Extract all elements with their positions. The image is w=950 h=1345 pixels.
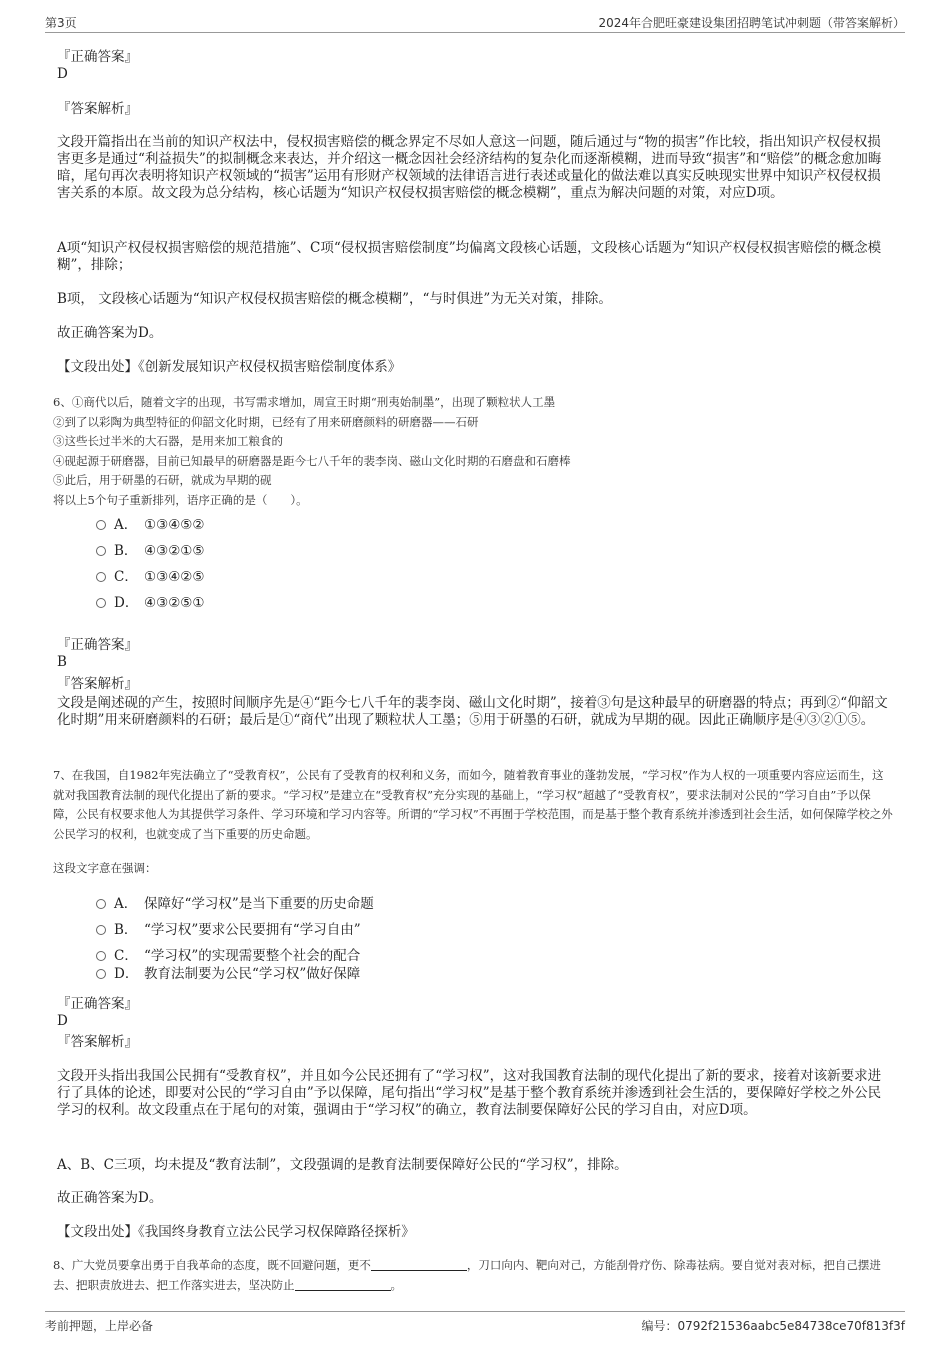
radio-icon[interactable] — [96, 969, 106, 979]
fill-blank-1[interactable] — [371, 1258, 467, 1271]
page-footer — [45, 1311, 905, 1334]
q5-analysis-label: 『答案解析』 — [57, 101, 138, 117]
q6-option-b[interactable]: B． ④③②①⑤ — [96, 543, 205, 560]
q5-source: 【文段出处】《创新发展知识产权侵权损害赔偿制度体系》 — [57, 359, 402, 375]
document-title: 2024年合肥旺豪建设集团招聘笔试冲刺题（带答案解析） — [598, 16, 905, 30]
q7-option-c[interactable]: C． “学习权”的实现需要整个社会的配合 — [96, 948, 360, 965]
q6-option-d[interactable]: D． ④③②⑤① — [96, 595, 205, 612]
radio-icon[interactable] — [96, 572, 106, 582]
radio-icon[interactable] — [96, 899, 106, 909]
footer-slogan: 考前押题，上岸必备 — [45, 1319, 154, 1333]
q7-stem: 7、在我国，自1982年宪法确立了“受教育权”，公民有了受教育的权利和义务，而如今，随着教育事业的蓬勃发展，“学习权”作为人权的一项重要内容应运而生，这就对我国教育法制的现代化提出了新的要求。“学习权”是建立在“受教育权”充分实现的基础上，“学习权”超越了“受教育权”，要求法制对公民的“学习自由”予以保障，公民有权要求他人为其提供学习条件、学习环境和学习内容等。所谓的“学习权”不再囿于学校范围，而是基于整个教育系统并渗透到社会生活，如何保障学校之外公民学习的权利，也就变成了当下重要的历史命题。 — [53, 768, 893, 841]
q6-option-a[interactable]: A． ①③④⑤② — [96, 517, 205, 534]
page-number: 第3页 — [45, 16, 77, 30]
q6-line: 将以上5个句子重新排列，语序正确的是（ ）。 — [53, 492, 308, 507]
page-header — [45, 12, 905, 33]
q7-answer: D — [57, 1013, 68, 1029]
q7-conclusion: 故正确答案为D。 — [57, 1190, 163, 1206]
document-code: 编号：0792f21536aabc5e84738ce70f813f3f — [641, 1319, 905, 1333]
q6-line: ③这些长过半米的大石器，是用来加工粮食的 — [53, 434, 283, 448]
q7-question: 这段文字意在强调： — [53, 861, 157, 875]
q5-analysis-para2: A项“知识产权侵权损害赔偿的规范措施”、C项“侵权损害赔偿制度”均偏离文段核心话题，文段核心话题为“知识产权侵权损害赔偿的概念模糊”，排除； — [57, 240, 882, 273]
radio-icon[interactable] — [96, 925, 106, 935]
q7-analysis-para2: A、B、C三项，均未提及“教育法制”，文段强调的是教育法制要保障好公民的“学习权”，排除。 — [57, 1157, 628, 1173]
q6-answer-label: 『正确答案』 — [57, 637, 138, 653]
q7-option-a[interactable]: A． 保障好“学习权”是当下重要的历史命题 — [96, 896, 374, 913]
q7-analysis-para1: 文段开头指出我国公民拥有“受教育权”，并且如今公民还拥有了“学习权”，这对我国教育法制的现代化提出了新的要求，接着对该新要求进行了具体的论述，即要对公民的“学习自由”予以保障，尾句指出“学习权”是基于整个教育系统并渗透到社会生活的，要保障好学校之外公民学习的权利。故文段重点在于尾句的对策，强调由于“学习权”的确立，教育法制要保障好公民的学习自由，对应D项。 — [57, 1068, 882, 1118]
radio-icon[interactable] — [96, 520, 106, 530]
q6-line: ②到了以彩陶为典型特征的仰韶文化时期，已经有了用来研磨颜料的研磨器——石研 — [53, 414, 479, 429]
fill-blank-2[interactable] — [295, 1278, 391, 1291]
q6-answer: B — [57, 654, 67, 670]
q6-line: ④砚起源于研磨器，目前已知最早的研磨器是距今七八千年的裴李岗、磁山文化时期的石磨盘和石磨棒 — [53, 453, 571, 468]
q5-answer: D — [57, 66, 68, 82]
q7-option-d[interactable]: D． 教育法制要为公民“学习权”做好保障 — [96, 966, 360, 983]
q5-answer-label: 『正确答案』 — [57, 49, 138, 65]
q7-option-b[interactable]: B． “学习权”要求公民要拥有“学习自由” — [96, 922, 361, 939]
q5-analysis-para3: B项， 文段核心话题为“知识产权侵权损害赔偿的概念模糊”，“与时俱进”为无关对策，排除。 — [57, 291, 612, 307]
q6-option-c[interactable]: C． ①③④②⑤ — [96, 569, 205, 586]
q6-line: ⑤此后，用于研墨的石研，就成为早期的砚 — [53, 473, 272, 487]
q7-analysis-label: 『答案解析』 — [57, 1034, 138, 1050]
q5-analysis-para1: 文段开篇指出在当前的知识产权法中，侵权损害赔偿的概念界定不尽如人意这一问题，随后通过与“物的损害”作比较，指出知识产权侵权损害更多是通过“利益损失”的拟制概念来表达，并介绍这一概念因社会经济结构的复杂化而逐渐模糊，进而导致“损害”和“赔偿”的概念愈加晦暗，尾句再次表明将知识产权领域的“损害”运用有形财产权领域的法律语言进行表述或量化的做法难以真实反映现实世界中知识产权侵权损害关系的本原。故文段为总分结构，核心话题为“知识产权侵权损害赔偿的概念模糊”，重点为解决问题的对策，对应D项。 — [57, 134, 882, 201]
radio-icon[interactable] — [96, 546, 106, 556]
q6-analysis-label: 『答案解析』 — [57, 676, 138, 692]
q5-conclusion: 故正确答案为D。 — [57, 325, 163, 341]
q6-analysis: 文段是阐述砚的产生，按照时间顺序先是④“距今七八千年的裴李岗、磁山文化时期”，接着③句是这种最早的研磨器的特点；再到②“仰韶文化时期”用来研磨颜料的石研；最后是①“商代”出现了颗粒状人工墨；⑤用于研墨的石研，就成为早期的砚。因此正确顺序是④③②①⑤。 — [57, 695, 888, 728]
q8-stem: 8、广大党员要拿出勇于自我革命的态度，既不回避问题，更不 ，刀口向内、靶向对己，方能刮骨疗伤、除毒祛病。要自觉对表对标，把自己摆进去、把职责放进去、把工作落实进去，坚决防止 。 — [53, 1258, 881, 1292]
radio-icon[interactable] — [96, 598, 106, 608]
q6-line: 6、①商代以后，随着文字的出现，书写需求增加，周宣王时期“刑夷始制墨”，出现了颗粒状人工墨 — [53, 395, 556, 409]
q7-source: 【文段出处】《我国终身教育立法公民学习权保障路径探析》 — [57, 1224, 415, 1240]
q6-stem — [53, 393, 888, 510]
q7-answer-label: 『正确答案』 — [57, 996, 138, 1012]
radio-icon[interactable] — [96, 951, 106, 961]
